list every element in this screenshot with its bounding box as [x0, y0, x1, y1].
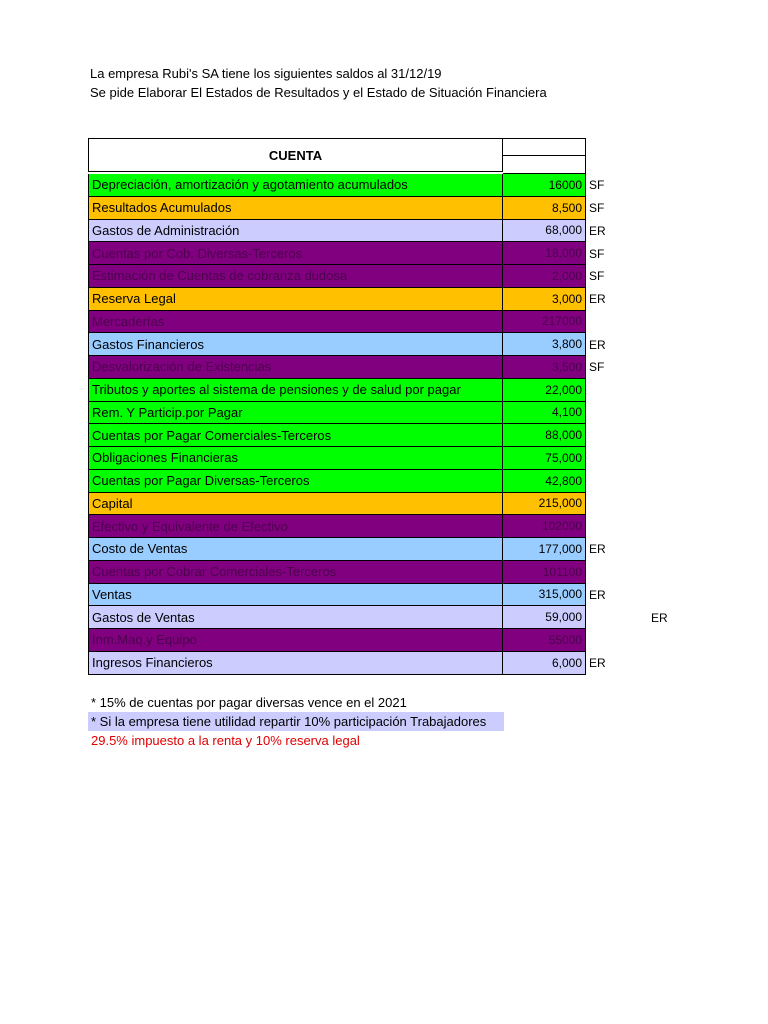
statement-tag: SF: [589, 201, 605, 216]
statement-tag: SF: [589, 360, 605, 375]
account-amount: 3,000: [503, 288, 586, 311]
account-amount: 59,000: [503, 606, 586, 629]
account-amount: 75,000: [503, 447, 586, 470]
account-name: Costo de Ventas: [88, 538, 503, 561]
note-tax-reserve: 29.5% impuesto a la renta y 10% reserva legal: [91, 733, 360, 748]
account-name: Ingresos Financieros: [88, 652, 503, 675]
account-name: Cuentas por Pagar Diversas-Terceros: [88, 470, 503, 493]
account-amount: 102000: [503, 515, 586, 538]
account-amount: 68,000: [503, 220, 586, 243]
statement-tag: ER: [589, 223, 606, 238]
account-name: Cuentas por Cob. Diversas-Terceros: [88, 242, 503, 265]
account-name: Gastos Financieros: [88, 333, 503, 356]
account-amount: 88,000: [503, 424, 586, 447]
intro-line-2: Se pide Elaborar El Estados de Resultados y el Estado de Situación Financiera: [90, 85, 547, 100]
account-amount: 2,000: [503, 265, 586, 288]
statement-tag: ER: [589, 656, 606, 671]
account-name: Gastos de Ventas: [88, 606, 503, 629]
account-name: Gastos de Administración: [88, 220, 503, 243]
statement-tag: SF: [589, 178, 605, 193]
account-amount: 177,000: [503, 538, 586, 561]
table-header-cuenta: CUENTA: [88, 138, 503, 172]
account-amount: 4,100: [503, 402, 586, 425]
account-name: Obligaciones Financieras: [88, 447, 503, 470]
account-amount: 42,800: [503, 470, 586, 493]
account-name: Estimación de Cuentas de cobranza dudosa: [88, 265, 503, 288]
account-name: Resultados Acumulados: [88, 197, 503, 220]
account-name: Cuentas por Pagar Comerciales-Terceros: [88, 424, 503, 447]
account-name: Efectivo y Equivalente de Efectivo: [88, 515, 503, 538]
intro-line-1: La empresa Rubi's SA tiene los siguientes saldos al 31/12/19: [90, 66, 442, 81]
account-name: Reserva Legal: [88, 288, 503, 311]
account-name: Depreciación, amortización y agotamiento acumulados: [88, 174, 503, 197]
account-amount: 101100: [503, 561, 586, 584]
statement-tag: ER: [651, 610, 668, 625]
account-amount: 22,000: [503, 379, 586, 402]
account-name: Desvalorización de Existencias: [88, 356, 503, 379]
account-amount: 217000: [503, 311, 586, 334]
account-name: Inm.Maq.y Equipo: [88, 629, 503, 652]
account-name: Rem. Y Particip.por Pagar: [88, 402, 503, 425]
note-payables: * 15% de cuentas por pagar diversas vence en el 2021: [91, 695, 407, 710]
statement-tag: ER: [589, 292, 606, 307]
statement-tag: SF: [589, 246, 605, 261]
notes: [88, 693, 504, 750]
header-amount-cell-bottom: [503, 156, 586, 174]
account-amount: 215,000: [503, 493, 586, 516]
account-name: Capital: [88, 493, 503, 516]
statement-tag: SF: [589, 269, 605, 284]
statement-tag: ER: [589, 587, 606, 602]
account-amount: 315,000: [503, 584, 586, 607]
account-name: Ventas: [88, 584, 503, 607]
intro: [90, 64, 547, 102]
note-worker-participation: * Si la empresa tiene utilidad repartir 10% participación Trabajadores: [88, 712, 504, 731]
account-amount: 6,000: [503, 652, 586, 675]
account-name: Cuentas por Cobrar Comerciales-Terceros: [88, 561, 503, 584]
account-amount: 3,800: [503, 333, 586, 356]
account-amount: 8,500: [503, 197, 586, 220]
account-name: Tributos y aportes al sistema de pensiones y de salud por pagar: [88, 379, 503, 402]
header-amount-cell-top: [503, 138, 586, 156]
statement-tag: ER: [589, 542, 606, 557]
account-amount: 55000: [503, 629, 586, 652]
account-name: Mercaderías: [88, 311, 503, 334]
account-amount: 16000: [503, 174, 586, 197]
account-amount: 3,500: [503, 356, 586, 379]
account-amount: 18,000: [503, 242, 586, 265]
statement-tag: ER: [589, 337, 606, 352]
